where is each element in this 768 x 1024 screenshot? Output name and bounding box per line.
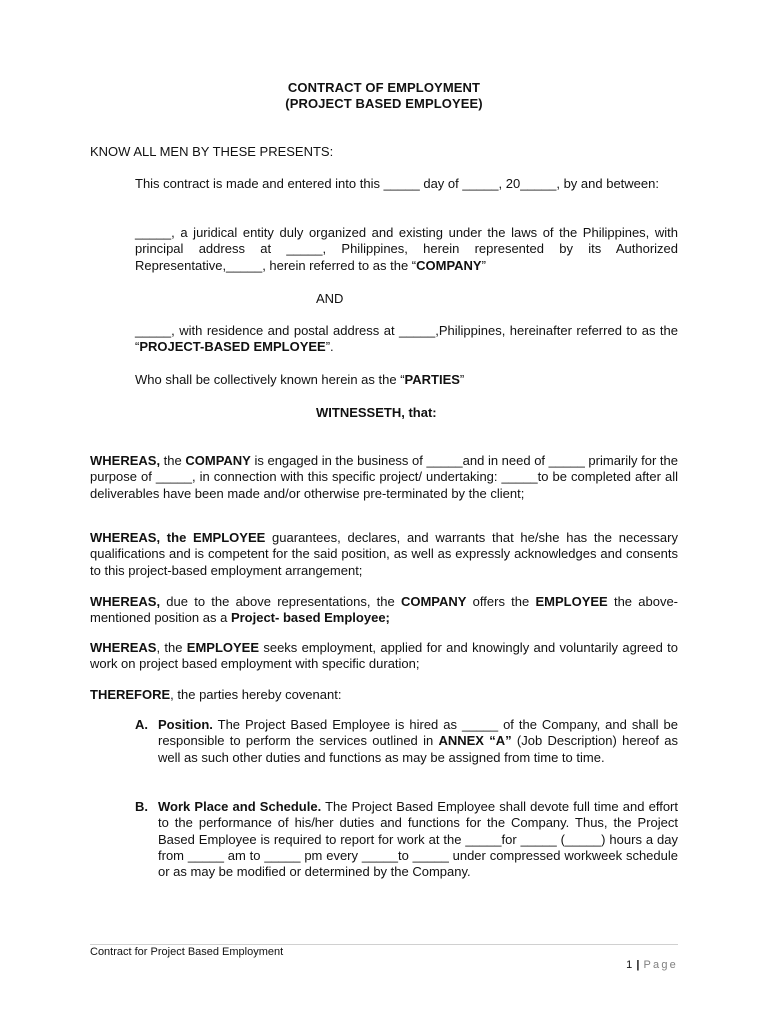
company-party-paragraph: _____, a juridical entity duly organized and existing under the laws of the Philippines, with principal address at _____, Philippines, herein represented by its Authorized Representative,_____, herein referred to as the “COMPANY” xyxy=(135,225,678,273)
page-number: 1 | Page xyxy=(626,959,678,971)
company-term: COMPANY xyxy=(416,257,482,273)
list-item-position: A. Position. The Project Based Employee is hired as _____ of the Company, and shall be responsible to perform the services outlined in ANNEX “A” (Job Description) hereof as well as such other duties and functions as may be assigned from time to time. xyxy=(135,717,678,765)
witnesseth-heading: WITNESSETH, that: xyxy=(316,405,437,420)
list-marker: A. xyxy=(135,717,148,732)
whereas-clause-3: WHEREAS, due to the above representations, the COMPANY offers the EMPLOYEE the above- mentioned position as a Project- based Employee; xyxy=(90,594,679,626)
and-separator: AND xyxy=(316,291,344,306)
whereas-clause-4: WHEREAS, the EMPLOYEE seeks employment, applied for and knowingly and voluntarily agreed to work on project based employment with specific duration; xyxy=(90,640,678,672)
know-all-heading: KNOW ALL MEN BY THESE PRESENTS: xyxy=(90,144,334,159)
employee-party-paragraph: _____, with residence and postal address at _____,Philippines, hereinafter referred to as the “PROJECT-BASED EMPLOYEE”. xyxy=(135,323,678,355)
list-marker: B. xyxy=(135,799,148,814)
therefore-clause: THEREFORE, the parties hereby covenant: xyxy=(90,687,342,702)
footer-title: Contract for Project Based Employment xyxy=(90,946,284,958)
parties-paragraph: Who shall be collectively known herein as the “PARTIES” xyxy=(135,372,465,387)
item-heading: Position. xyxy=(158,717,213,732)
annex-reference: ANNEX “A” xyxy=(438,733,512,749)
document-title: CONTRACT OF EMPLOYMENT xyxy=(287,80,481,95)
item-heading: Work Place and Schedule. xyxy=(158,799,322,814)
employee-term: PROJECT-BASED EMPLOYEE xyxy=(139,339,326,355)
footer-divider xyxy=(90,944,678,945)
document-subtitle: (PROJECT BASED EMPLOYEE) xyxy=(285,96,483,111)
parties-term: PARTIES xyxy=(404,372,460,387)
whereas-clause-1: WHEREAS, the COMPANY is engaged in the business of _____and in need of _____ primarily for the purpose of _____, in connection with this specific project/ undertaking: _____to be completed after all deliverables have been made and/or otherwise pre-terminated by the client; xyxy=(90,453,679,501)
list-item-work-place: B. Work Place and Schedule. The Project Based Employee shall devote full time and effort to the performance of his/her duties and functions for the Company. Thus, the Project Based Employee is required to report for work at the _____for _____ (_____) hours a day from _____ am to _____ pm every _____to _____ under compressed workweek schedule or as may be modified or determined by the Company. xyxy=(135,799,678,880)
whereas-clause-2: WHEREAS, the EMPLOYEE guarantees, declares, and warrants that he/she has the necessary qualifications and is competent for the said position, as well as expressly acknowledges and consents to this project-based employment arrangement; xyxy=(90,530,678,578)
intro-paragraph: This contract is made and entered into this _____ day of _____, 20_____, by and between: xyxy=(135,176,659,191)
